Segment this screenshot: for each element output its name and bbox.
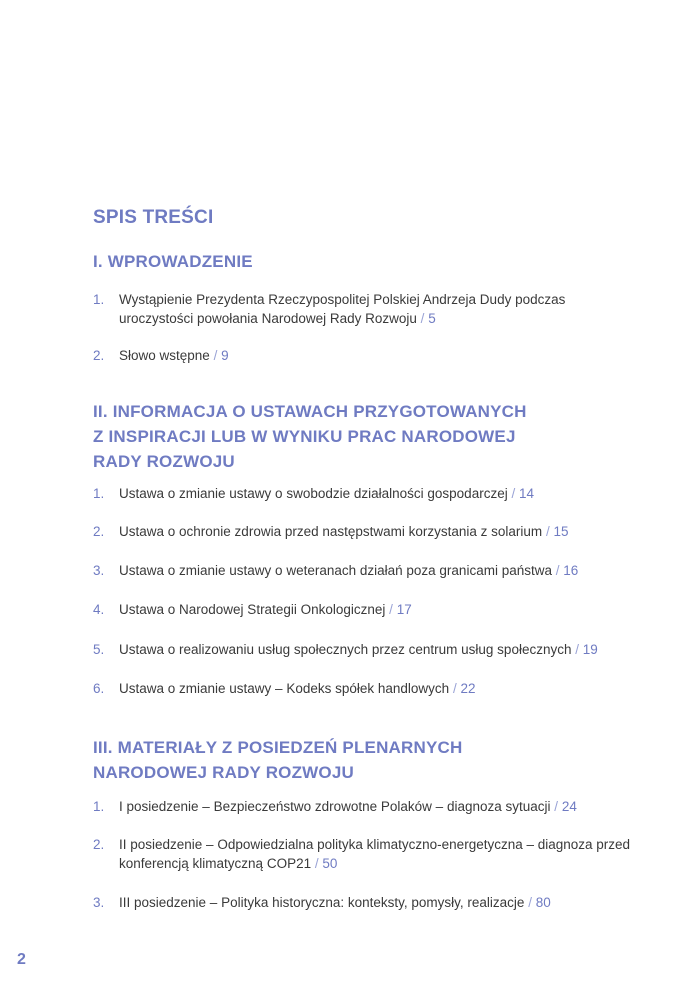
toc-entry-2-6[interactable] [93,679,643,698]
entry-title: III posiedzenie – Polityka historyczna: konteksty, pomysły, realizacje [119,895,525,910]
entry-number: 5. [93,642,105,657]
toc-entry-2-4[interactable] [93,600,643,619]
entry-text-wrap [119,640,643,659]
toc-entry-2-5[interactable] [93,640,643,659]
entry-page-ref: / 22 [452,681,476,696]
entry-page-ref: / 14 [511,486,535,501]
section-2-heading [93,399,527,474]
toc-entry-3-2[interactable] [93,835,643,873]
entry-text-wrap [119,290,643,328]
entry-page-ref: / 24 [554,799,577,814]
entry-title: Słowo wstępne [119,348,210,363]
page-number: 2 [17,951,26,968]
entry-number: 3. [93,563,105,578]
section-3-heading-line-1: III. MATERIAŁY Z POSIEDZEŃ PLENARNYCH [93,738,463,757]
entry-number: 1. [93,292,105,307]
entry-title: II posiedzenie – Odpowiedzialna polityka klimatyczno-energetyczna – diagnoza przed konferencją klimatyczną COP21 [119,837,631,871]
entry-text-wrap [119,835,643,873]
section-3-heading [93,735,462,785]
toc-entry-2-3[interactable] [93,561,643,580]
entry-title: Ustawa o realizowaniu usług społecznych przez centrum usług społecznych [119,642,572,657]
entry-page-number: 14 [519,486,535,501]
entry-page-number: 9 [221,348,229,363]
entry-number: 2. [93,524,105,539]
section-1-heading [93,249,253,274]
toc-entry-1-2[interactable] [93,346,643,365]
entry-page-ref: / 17 [389,602,412,617]
section-2-heading-line-1: II. INFORMACJA O USTAWACH PRZYGOTOWANYCH [93,402,527,421]
entry-page-ref: / 80 [528,895,551,910]
entry-page-number: 5 [428,311,436,326]
entry-text-wrap [119,522,643,541]
entry-page-ref: / 5 [420,311,436,326]
entry-number: 4. [93,602,105,617]
entry-page-number: 50 [322,856,338,871]
entry-title: Ustawa o Narodowej Strategii Onkologicznej [119,602,386,617]
entry-text-wrap [119,600,643,619]
entry-number: 3. [93,895,105,910]
entry-number: 1. [93,799,105,814]
toc-entry-1-1[interactable] [93,290,643,328]
entry-text-wrap [119,893,643,912]
entry-page-number: 16 [563,563,579,578]
entry-text-wrap [119,797,643,816]
entry-title: I posiedzenie – Bezpieczeństwo zdrowotne Polaków – diagnoza sytuacji [119,799,551,814]
entry-page-number: 17 [396,602,412,617]
entry-text-wrap [119,346,643,365]
toc-entry-2-1[interactable] [93,484,643,503]
entry-text-wrap [119,484,643,503]
entry-title: Ustawa o zmianie ustawy – Kodeks spółek handlowych [119,681,450,696]
section-1-heading-line-1: I. WPROWADZENIE [93,252,253,271]
entry-page-number: 19 [582,642,598,657]
entry-page-ref: / 16 [555,563,579,578]
entry-page-ref: / 15 [545,524,569,539]
section-2-heading-line-2: Z INSPIRACJI LUB W WYNIKU PRAC NARODOWEJ [93,427,516,446]
entry-page-number: 24 [561,799,577,814]
entry-number: 6. [93,681,105,696]
toc-entry-3-3[interactable] [93,893,643,912]
entry-title: Ustawa o ochronie zdrowia przed następstwami korzystania z solarium [119,524,543,539]
entry-page-number: 80 [535,895,551,910]
entry-text-wrap [119,561,643,580]
entry-page-number: 15 [553,524,569,539]
entry-page-ref: / 9 [213,348,229,363]
section-2-heading-line-3: RADY ROZWOJU [93,452,235,471]
entry-page-number: 22 [460,681,476,696]
entry-number: 2. [93,837,105,852]
entry-number: 1. [93,486,105,501]
entry-title: Ustawa o zmianie ustawy o weteranach działań poza granicami państwa [119,563,552,578]
entry-title: Wystąpienie Prezydenta Rzeczypospolitej Polskiej Andrzeja Dudy podczas uroczystości powołania Narodowej Rady Rozwoju [119,292,566,326]
entry-text-wrap [119,679,643,698]
entry-title: Ustawa o zmianie ustawy o swobodzie działalności gospodarczej [119,486,508,501]
toc-entry-2-2[interactable] [93,522,643,541]
entry-page-ref: / 50 [314,856,338,871]
toc-title: SPIS TREŚCI [93,207,214,228]
entry-number: 2. [93,348,105,363]
section-3-heading-line-2: NARODOWEJ RADY ROZWOJU [93,763,354,782]
toc-entry-3-1[interactable] [93,797,643,816]
entry-page-ref: / 19 [575,642,598,657]
